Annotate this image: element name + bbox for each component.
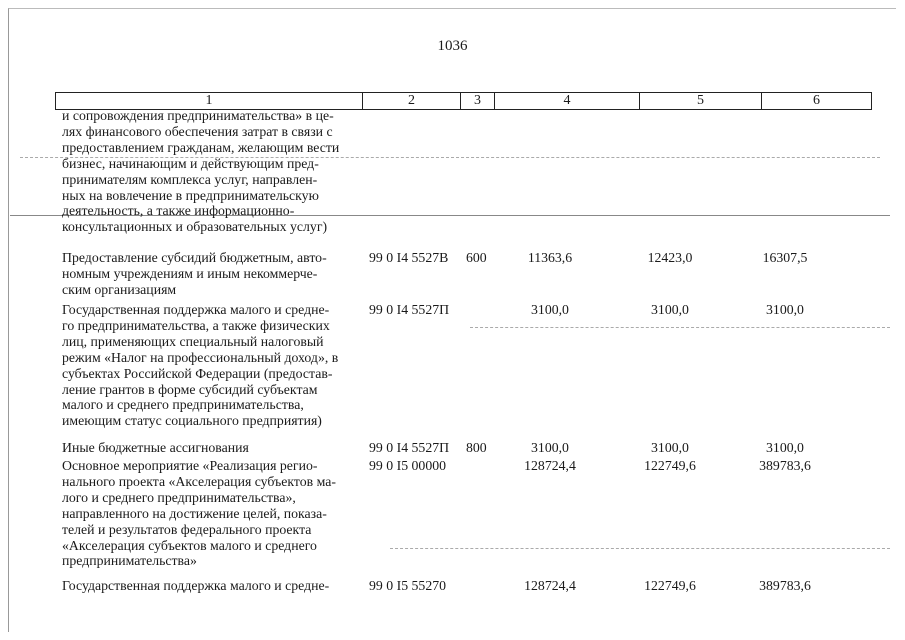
row-value-col6: 3100,0 <box>766 440 804 455</box>
description-line: «Акселерация субъектов малого и среднего <box>62 537 317 553</box>
row-expense-type: 800 <box>466 440 487 455</box>
description-line: направленного на достижение целей, показа- <box>62 505 327 521</box>
description-line: и сопровождения предпринимательства» в це- <box>62 108 334 123</box>
description-line: ление грантов в форме субсидий субъектам <box>62 381 318 397</box>
description-line: консультационных и образовательных услуг) <box>62 219 328 235</box>
scan-artifact-line <box>390 548 890 549</box>
header-col-3: 3 <box>461 93 495 110</box>
row-value-col5: 122749,6 <box>644 458 696 473</box>
row-code: 99 0 I5 55270 <box>369 578 447 593</box>
row-code: 99 0 I5 00000 <box>369 458 447 473</box>
description-line: Основное мероприятие «Реализация регио- <box>62 458 318 473</box>
description-line: предпринимательства» <box>62 553 197 569</box>
row-description <box>62 302 360 429</box>
row-value-col6: 389783,6 <box>759 578 811 593</box>
header-col-6: 6 <box>762 93 872 110</box>
description-line: Государственная поддержка малого и средне- <box>62 578 330 593</box>
row-value-col5: 12423,0 <box>647 250 693 265</box>
row-value-col4: 3100,0 <box>531 302 569 317</box>
description-line: имеющим статус социального предприятия) <box>62 413 322 429</box>
row-description <box>62 458 360 569</box>
page-number: 1036 <box>437 38 468 54</box>
row-value-col4: 11363,6 <box>527 250 573 265</box>
scan-artifact-line <box>470 327 890 328</box>
description-line: малого и среднего предпринимательства, <box>62 397 304 413</box>
row-value-col6: 3100,0 <box>766 302 804 317</box>
description-line: Предоставление субсидий бюджетным, авто- <box>62 250 327 265</box>
description-line: номным учреждениям и иным некоммерче- <box>62 265 318 281</box>
header-col-4: 4 <box>495 93 640 110</box>
description-line: субъектах Российской Федерации (предостав- <box>62 365 333 381</box>
row-value-col5: 3100,0 <box>651 302 689 317</box>
description-line: го предпринимательства, а также физических <box>62 317 330 333</box>
row-description <box>62 108 360 235</box>
description-line: предоставлением гражданам, желающим вести <box>62 139 340 155</box>
description-line: Государственная поддержка малого и средне- <box>62 302 330 317</box>
row-value-col4: 128724,4 <box>524 578 576 593</box>
description-line: лях финансового обеспечения затрат в связи с <box>62 123 333 139</box>
description-line: телей и результатов федерального проекта <box>62 521 312 537</box>
row-code: 99 0 I4 5527П <box>369 302 450 317</box>
row-description <box>62 250 360 298</box>
row-value-col6: 389783,6 <box>759 458 811 473</box>
header-row <box>56 93 872 110</box>
row-value-col4: 128724,4 <box>524 458 576 473</box>
description-line: лого и среднего предпринимательства», <box>62 489 296 505</box>
row-description <box>62 440 360 456</box>
row-code: 99 0 I4 5527П <box>369 440 450 455</box>
header-col-2: 2 <box>363 93 461 110</box>
row-value-col5: 122749,6 <box>644 578 696 593</box>
description-line: деятельность, а также информационно- <box>62 203 295 219</box>
description-line: ским организациям <box>62 281 177 297</box>
row-value-col6: 16307,5 <box>762 250 808 265</box>
row-code: 99 0 I4 5527В <box>369 250 449 265</box>
description-line: ных на вовлечение в предпринимательскую <box>62 187 319 203</box>
description-line: нального проекта «Акселерация субъектов ма- <box>62 473 336 489</box>
description-line: лиц, применяющих специальный налоговый <box>62 333 324 349</box>
description-line: бизнес, начинающим и действующим пред- <box>62 155 319 171</box>
row-expense-type: 600 <box>466 250 487 265</box>
header-col-1: 1 <box>56 93 363 110</box>
description-line: режим «Налог на профессиональный доход», в <box>62 349 339 365</box>
row-value-col4: 3100,0 <box>531 440 569 455</box>
row-value-col5: 3100,0 <box>651 440 689 455</box>
description-line: принимателям комплекса услуг, направлен- <box>62 171 318 187</box>
description-line: Иные бюджетные ассигнования <box>62 440 249 455</box>
row-description <box>62 578 360 594</box>
header-col-5: 5 <box>640 93 762 110</box>
